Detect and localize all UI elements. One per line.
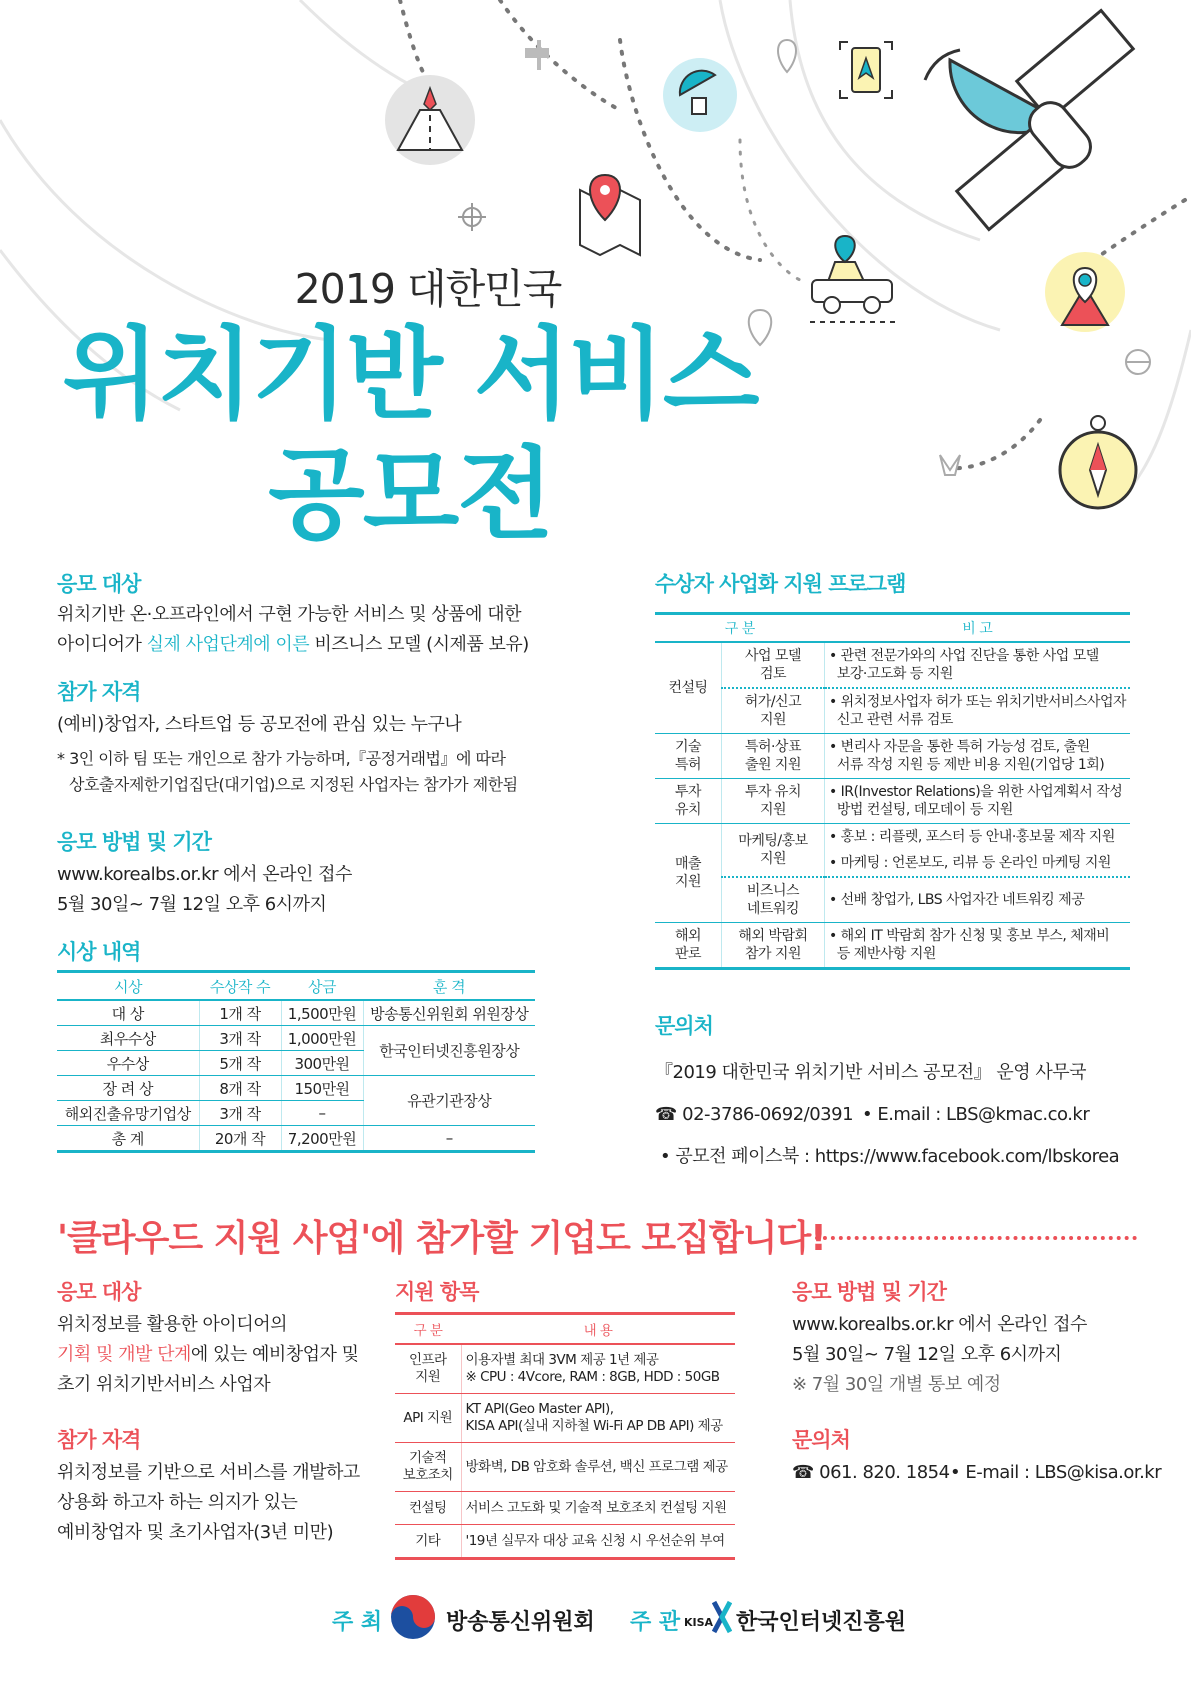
phone-navigation-icon — [840, 42, 892, 98]
host-name: 방송통신위원회 — [446, 1610, 595, 1635]
contact-phone: ☎ 02-3786-0692/0391 — [655, 1104, 854, 1125]
road-compass-icon — [385, 75, 475, 165]
map-pin-icon — [580, 175, 640, 255]
table-row: 최우수상 3개 작 1,000만원 한국인터넷진흥원장상 — [57, 1026, 535, 1051]
cloud-method-url: www.korealbs.or.kr 에서 온라인 접수 — [792, 1314, 1087, 1335]
table-row: 대 상 1개 작 1,500만원 방송통신위원회 위원장상 — [57, 1000, 535, 1026]
cloud-qualify-text: 위치정보를 기반으로 서비스를 개발하고 상용화 하고자 하는 의지가 있는 예비창업자 및 초기사업자(3년 미만) — [57, 1462, 360, 1543]
crosshair-icon — [458, 203, 486, 231]
section-method-heading: 응모 방법 및 기간 — [57, 830, 211, 854]
government-emblem-icon — [388, 1592, 438, 1642]
qualify-text: (예비)창업자, 스타트업 등 공모전에 관심 있는 누구나 — [57, 714, 462, 735]
table-row: 해외 판로 해외 박람회 참가 지원 • 해외 IT 박람회 참가 신청 및 홍보 부스, 체재비 등 제반사항 지원 — [655, 923, 1130, 969]
cloud-method-note: ※ 7월 30일 개별 통보 예정 — [792, 1374, 1001, 1395]
cloud-contact-heading: 문의처 — [792, 1428, 850, 1452]
cloud-banner: '클라우드 지원 사업'에 참가할 기업도 모집합니다! — [57, 1218, 826, 1259]
cloud-support-heading: 지원 항목 — [395, 1280, 479, 1304]
main-title-contest: 공모전 — [268, 436, 552, 553]
table-row: 인프라 지원 이용자별 최대 3VM 제공 1년 제공 ※ CPU : 4Vcore, RAM : 8GB, HDD : 50GB — [395, 1344, 735, 1394]
leaf-icon — [940, 455, 960, 475]
table-row: 총 계 20개 작 7,200만원 – — [57, 1126, 535, 1152]
method-text — [57, 860, 352, 920]
signpost-icon — [525, 40, 549, 70]
table-row: 컨설팅 서비스 고도화 및 기술적 보호조치 컨설팅 지원 — [395, 1492, 735, 1525]
awards-table: 시상 수상작 수 상금 훈 격 대 상 1개 작 1,500만원 방송통신위원회 위원장상 최우수상 3개 작 1,000만원 한국인터넷진흥원장상 우수상 5개 작 300만원 장 려 상 8개 작 150만원 유관기관장상 해외진출유망기업상 3개 작 – 총 계 20개 작 7,200만원 – — [57, 970, 535, 1153]
contact-office: 『2019 대한민국 위치기반 서비스 공모전』 운영 사무국 — [655, 1062, 1087, 1083]
cloud-contact-email: • E-mail : LBS@kisa.or.kr — [950, 1462, 1162, 1483]
target-highlight: 실제 사업단계에 이른 — [146, 634, 310, 655]
satellite-dish-icon — [663, 58, 737, 132]
kisa-logo-text: KISA — [684, 1616, 714, 1629]
table-row: 해외진출유망기업상 3개 작 – — [57, 1101, 535, 1126]
table-row: 매출 지원 마케팅/홍보 지원 • 홍보 : 리플렛, 포스터 등 안내·홍보물 제작 지원 • 마케팅 : 언론보도, 리뷰 등 온라인 마케팅 지원 — [655, 824, 1130, 878]
location-pin-icon — [778, 40, 796, 72]
compass-icon — [1060, 416, 1136, 508]
qualify-note: * 3인 이하 팀 또는 개인으로 참가 가능하며,『공정거래법』에 따라 상호출자제한기업집단(대기업)으로 지정된 사업자는 참가가 제한됨 — [57, 749, 518, 794]
table-row: 허가/신고 지원 • 위치정보사업자 허가 또는 위치기반서비스사업자 신고 관련 서류 검토 — [655, 688, 1130, 734]
satellite-icon — [925, 10, 1133, 229]
kisa-logo-icon — [712, 1600, 732, 1634]
table-row: 기술 특허 특허·상표 출원 지원 • 변리사 자문을 통한 특허 가능성 검토, 출원 서류 작성 지원 등 제반 비용 지원(기업당 1회) — [655, 734, 1130, 779]
globe-icon — [1126, 350, 1150, 374]
cloud-method-heading: 응모 방법 및 기간 — [792, 1280, 946, 1304]
table-row: API 지원 KT API(Geo Master API), KISA API(실내 지하철 Wi-Fi AP DB API) 제공 — [395, 1394, 735, 1443]
table-row: 우수상 5개 작 300만원 — [57, 1051, 535, 1076]
program-table: 구 분 비 고 컨설팅 사업 모델 검토 • 관련 전문가와의 사업 진단을 통한 사업 모델 보강·고도화 등 지원 허가/신고 지원 • 위치정보사업자 허가 또는 위치기반서비스사업자 신고 관련 서류 검토 기술 특허 특허·상표 출원 지원 • 변리사 자문을 통한 특허 가능성 검토, 출원 서류 작성 지원 등 제반 비용 지원(기업당 1회) 투자 유치 투자 유치 지원 • IR(Investor Relations)을 위한 사업계획서 작성 방법 컨설팅, 데모데이 등 지원 매출 지원 마케팅/홍보 지원 • 홍보 : 리플렛, 포스터 등 안내·홍보물 제작 지원 • 마케팅 : 언론보도, 리뷰 등 온라인 마케팅 지원 비즈니스 네트워킹 • 선배 창업가, LBS 사업자간 네트워킹 제공 해외 판로 해외 박람회 참가 지원 • 해외 IT 박람회 참가 신청 및 홍보 부스, 체재비 등 제반사항 지원 — [655, 612, 1130, 970]
organizer-name: 한국인터넷진흥원 — [736, 1610, 907, 1635]
cloud-target-text: 위치정보를 활용한 아이디어의 기획 및 개발 단계에 있는 예비창업자 및 초기 위치기반서비스 사업자 — [57, 1314, 359, 1395]
host-label: 주 최 — [332, 1610, 383, 1635]
section-awards-heading: 시상 내역 — [57, 940, 141, 964]
section-target-heading: 응모 대상 — [57, 572, 141, 596]
cloud-method-period: 5월 30일~ 7월 12일 오후 6시까지 — [792, 1344, 1062, 1365]
section-qualify-heading: 참가 자격 — [57, 680, 141, 704]
table-row: 장 려 상 8개 작 150만원 유관기관장상 — [57, 1076, 535, 1101]
cloud-contact-phone: ☎ 061. 820. 1854 — [792, 1462, 950, 1483]
table-row: 기술적 보호조치 방화벽, DB 암호화 솔루션, 백신 프로그램 제공 — [395, 1443, 735, 1492]
method-period: 5월 30일~ 7월 12일 오후 6시까지 — [57, 894, 327, 915]
table-row: 투자 유치 투자 유치 지원 • IR(Investor Relations)을 위한 사업계획서 작성 방법 컨설팅, 데모데이 등 지원 — [655, 779, 1130, 824]
main-title: 위치기반 서비스 — [62, 316, 758, 433]
table-row: 기타 '19년 실무자 대상 교육 신청 시 우선순위 부여 — [395, 1525, 735, 1559]
event-year-title: 2019 대한민국 — [294, 265, 562, 313]
cloud-support-table: 구 분 내 용 인프라 지원 이용자별 최대 3VM 제공 1년 제공 ※ CPU : 4Vcore, RAM : 8GB, HDD : 50GB API 지원 KT API(Geo Master API), KISA API(실내 지하철 Wi-Fi AP DB API) 제공 기술적 보호조치 방화벽, DB 암호화 솔루션, 백신 프로그램 제공 컨설팅 서비스 고도화 및 기술적 보호조치 컨설팅 지원 기타 '19년 실무자 대상 교육 신청 시 우선순위 부여 — [395, 1312, 735, 1560]
cloud-target-heading: 응모 대상 — [57, 1280, 141, 1304]
road-pin-icon — [1045, 252, 1125, 332]
organizer-label: 주 관 — [630, 1610, 681, 1635]
banner-dotted-line — [815, 1236, 1137, 1240]
contact-email: • E.mail : LBS@kmac.co.kr — [862, 1104, 1090, 1125]
cloud-target-highlight: 기획 및 개발 단계 — [57, 1344, 191, 1365]
table-row: 비즈니스 네트워킹 • 선배 창업가, LBS 사업자간 네트워킹 제공 — [655, 877, 1130, 923]
contact-facebook: • 공모전 페이스북 : https://www.facebook.com/lbskorea — [660, 1146, 1120, 1167]
cloud-qualify-heading: 참가 자격 — [57, 1428, 141, 1452]
cloud-method-text — [792, 1310, 1087, 1400]
target-text: 위치기반 온·오프라인에서 구현 가능한 서비스 및 상품에 대한 아이디어가 실제 사업단계에 이른 비즈니스 모델 (시제품 보유) — [57, 604, 529, 655]
method-url: www.korealbs.or.kr 에서 온라인 접수 — [57, 864, 352, 885]
section-contact-heading: 문의처 — [655, 1014, 713, 1038]
section-program-heading: 수상자 사업화 지원 프로그램 — [655, 572, 906, 596]
car-location-icon — [810, 236, 895, 322]
table-row: 컨설팅 사업 모델 검토 • 관련 전문가와의 사업 진단을 통한 사업 모델 보강·고도화 등 지원 — [655, 642, 1130, 688]
